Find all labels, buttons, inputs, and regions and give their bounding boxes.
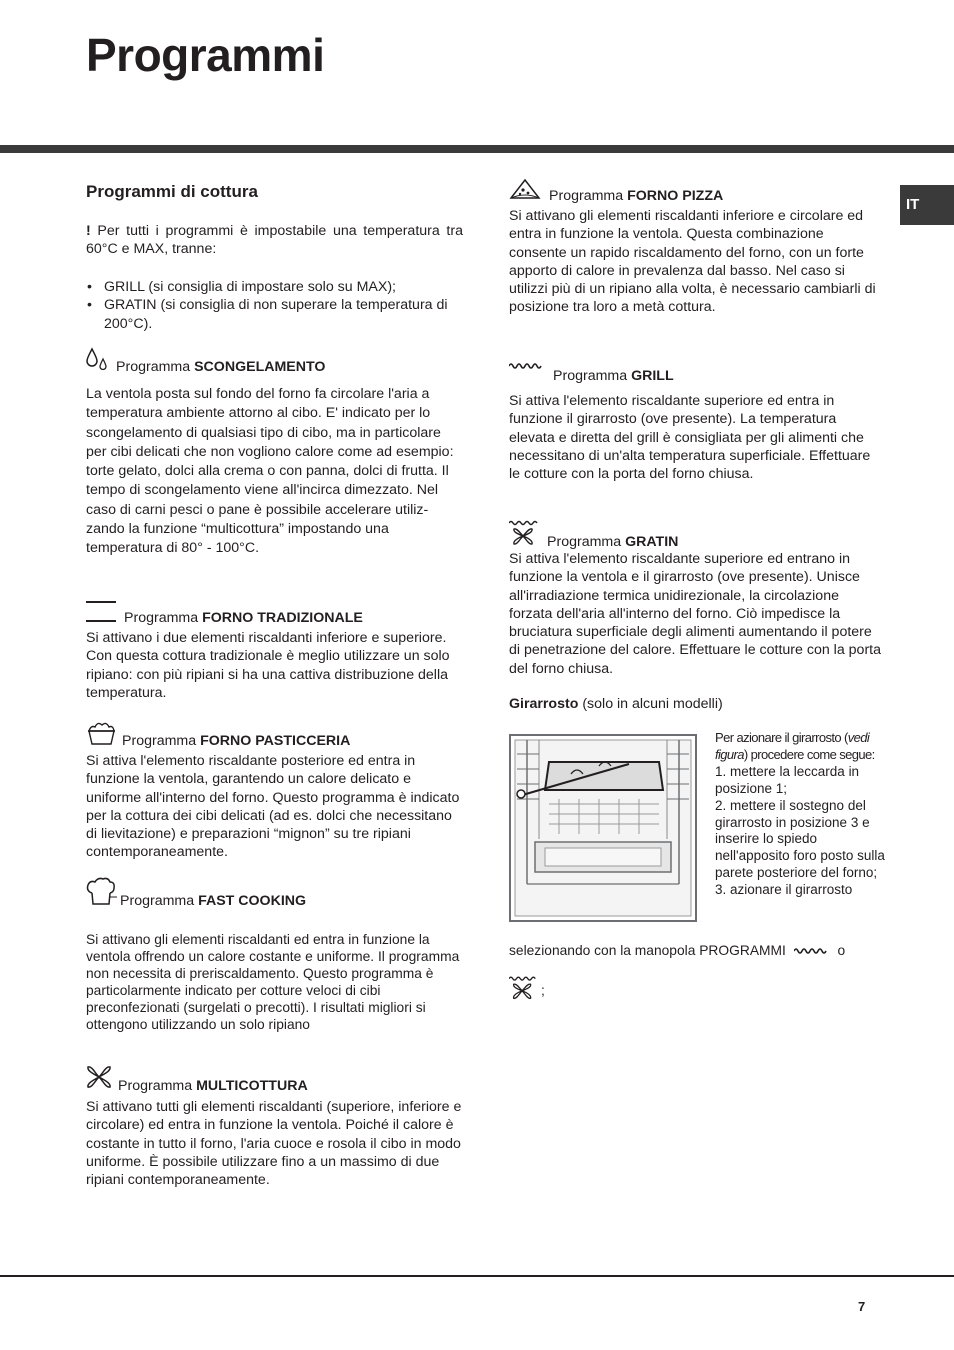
intro-emphasis: vedi figura bbox=[715, 730, 870, 762]
girarrosto-tail-icon-line bbox=[509, 975, 545, 1006]
intro-text: Per azionare il girarrosto ( bbox=[715, 730, 848, 745]
program-description: Si attivano gli elementi riscaldanti inferiore e circolare ed entra in funzione la ventola. Questa combinazione consente un rapido riscaldamento del forno, con un forte apporto di calore in prevalenza dal basso. Nel caso si utilizzi più di un ripiano alla volta, è necessario cambiarli di posizione tra loro a metà cottura. bbox=[509, 208, 876, 316]
program-description: Si attivano tutti gli elementi riscaldanti (superiore, inferiore e circolare) ed entra in funzione la ventola. Poiché il calore è costante in tutto il forno, l'aria cuoce e rosola il cibo in modo uniforme. È possibile utilizzare fino a un massimo di due ripiani contemporaneamente. bbox=[86, 1099, 462, 1189]
program-heading bbox=[86, 353, 463, 375]
program-description: Si attivano i due elementi riscaldanti inferiore e superiore. Con questa cottura tradizionale è meglio utilizzare un solo ripiano: con più ripiani si ha una cattiva distribuzione della temperatura. bbox=[86, 630, 450, 701]
note-text: Per tutti i programmi è impostabile una temperatura tra 60°C e MAX, tranne: bbox=[86, 223, 463, 258]
list-item: 1. mettere la leccarda in posizione 1; bbox=[715, 763, 860, 796]
grill-wave-icon bbox=[509, 358, 543, 374]
program-gratin bbox=[509, 524, 885, 678]
girarrosto-note: (solo in alcuni modelli) bbox=[578, 696, 723, 712]
program-forno-tradizionale bbox=[86, 604, 463, 702]
program-heading bbox=[86, 1072, 463, 1094]
temperature-note bbox=[86, 222, 463, 259]
program-scongelamento bbox=[86, 353, 463, 559]
program-multicottura bbox=[86, 1072, 463, 1189]
tail-or: o bbox=[837, 943, 846, 958]
program-prefix: Programma bbox=[553, 368, 628, 384]
fan-multicooking-icon bbox=[86, 1064, 112, 1094]
gratin-fan-icon bbox=[509, 975, 539, 1006]
program-prefix: Programma bbox=[122, 733, 197, 749]
girarrosto-label: Girarrosto bbox=[509, 696, 579, 712]
page-number: 7 bbox=[858, 1299, 866, 1314]
defrost-drops-icon bbox=[86, 347, 110, 375]
program-name: FORNO PIZZA bbox=[627, 188, 724, 204]
program-forno-pizza bbox=[509, 182, 885, 317]
program-description: Si attivano gli elementi riscaldanti ed entra in funzione la ventola offrendo un calore costante e uniforme. Il programma non necessita di preriscaldamento. Questo programma è particolarmente indicato per cotture veloci di cibi preconfezionati (surgelati o precotti). I risultati migliori si ottengono utilizzando un solo ripiano bbox=[86, 932, 460, 1032]
pizza-slice-icon bbox=[509, 178, 541, 204]
note-exclamation: ! bbox=[86, 223, 91, 239]
program-prefix: Programma bbox=[118, 1078, 193, 1094]
exceptions-list bbox=[86, 278, 463, 333]
girarrosto-heading bbox=[509, 695, 885, 713]
program-description: La ventola posta sul fondo del forno fa circolare l'aria a temperatura ambiente attorno al cibo. E' indicato per lo scongelamento di qualsiasi tipo di cibo, ma in particolare per cibi delicati che non vogliono calore come ad esempio: torte gelato, dolci alla crema o con panna, dolci di frutta. Il tempo di scongelamento viene all'incirca dimezzato. Nel caso di carni pesci o pane è possibile accelerare utiliz-zando la funzione “multicottura” impostando una temperatura di 80° - 100°C. bbox=[86, 386, 454, 557]
page-title: Programmi bbox=[86, 29, 325, 81]
girarrosto-instructions bbox=[715, 730, 890, 899]
chef-hat-icon bbox=[86, 877, 118, 909]
program-name: GRATIN bbox=[625, 534, 679, 550]
list-item: 2. mettere il sostegno del girarrosto in posizione 3 e inserire lo spiedo nell'apposito foro posto sulla parete posteriore del forno; bbox=[715, 797, 885, 881]
footer-divider bbox=[0, 1275, 954, 1277]
cake-icon bbox=[86, 721, 116, 749]
program-name: FAST COOKING bbox=[198, 893, 307, 909]
program-heading bbox=[509, 358, 885, 384]
program-heading bbox=[86, 604, 463, 626]
girarrosto-intro bbox=[715, 730, 890, 764]
program-forno-pasticceria bbox=[86, 727, 463, 862]
program-name: MULTICOTTURA bbox=[196, 1078, 308, 1094]
header-divider-bar bbox=[0, 145, 954, 153]
tail-end: ; bbox=[541, 983, 545, 998]
program-name: SCONGELAMENTO bbox=[194, 359, 326, 375]
tail-text: selezionando con la manopola PROGRAMMI bbox=[509, 943, 786, 958]
program-prefix: Programma bbox=[124, 610, 199, 626]
program-prefix: Programma bbox=[547, 534, 622, 550]
program-prefix: Programma bbox=[549, 188, 624, 204]
top-bottom-heat-icon bbox=[86, 600, 118, 626]
program-description: Si attiva l'elemento riscaldante superiore ed entra in funzione il girarrosto (ove presente). La temperatura elevata e diretta del grill è consigliata per gli alimenti che necessitano di un'alta temperatura superficiale. Effettuare le cotture con la porta del forno chiusa. bbox=[509, 393, 871, 483]
program-prefix: Programma bbox=[116, 359, 191, 375]
language-tab: IT bbox=[900, 185, 954, 225]
gratin-fan-icon bbox=[509, 520, 541, 550]
program-description: Si attiva l'elemento riscaldante superiore ed entrano in funzione la ventola e il girarrosto (ove presente). Unisce all'irradiazione termica unidirezionale, la circolazione forzata dell'aria all'interno del forno. Ciò impedisce la bruciatura superficiale degli alimenti aumentando il potere di penetrazione del calore. Effettuare le cotture con la porta del forno chiusa. bbox=[509, 551, 881, 677]
program-heading bbox=[509, 182, 885, 204]
list-item: 3. azionare il girarrosto bbox=[715, 882, 853, 898]
grill-wave-icon bbox=[794, 942, 828, 960]
girarrosto-tail bbox=[509, 942, 885, 960]
section-heading: Programmi di cottura bbox=[86, 182, 258, 201]
program-name: GRILL bbox=[631, 368, 674, 384]
program-grill bbox=[509, 358, 885, 483]
list-item: • GRATIN (si consiglia di non superare la temperatura di 200°C). bbox=[86, 296, 463, 333]
program-name: FORNO PASTICCERIA bbox=[200, 733, 351, 749]
program-prefix: Programma bbox=[120, 893, 195, 909]
program-heading bbox=[509, 524, 885, 550]
intro-text: ) procedere come segue: bbox=[743, 746, 875, 762]
list-item: • GRILL (si consiglia di impostare solo su MAX); bbox=[86, 278, 463, 296]
program-description: Si attiva l'elemento riscaldante posteriore ed entra in funzione la ventola, garantendo un calore delicato e uniforme all'interno del forno. Questo programma è indicato per la cottura dei cibi delicati (ad es. dolci che necessitano di lievitazione) e preparazioni “mignon” su tre ripiani contemporaneamente. bbox=[86, 753, 460, 861]
program-name: FORNO TRADIZIONALE bbox=[202, 610, 363, 626]
oven-rotisserie-figure bbox=[509, 734, 697, 922]
program-fast-cooking bbox=[86, 887, 463, 1033]
program-heading bbox=[86, 727, 463, 749]
program-heading bbox=[86, 887, 463, 909]
